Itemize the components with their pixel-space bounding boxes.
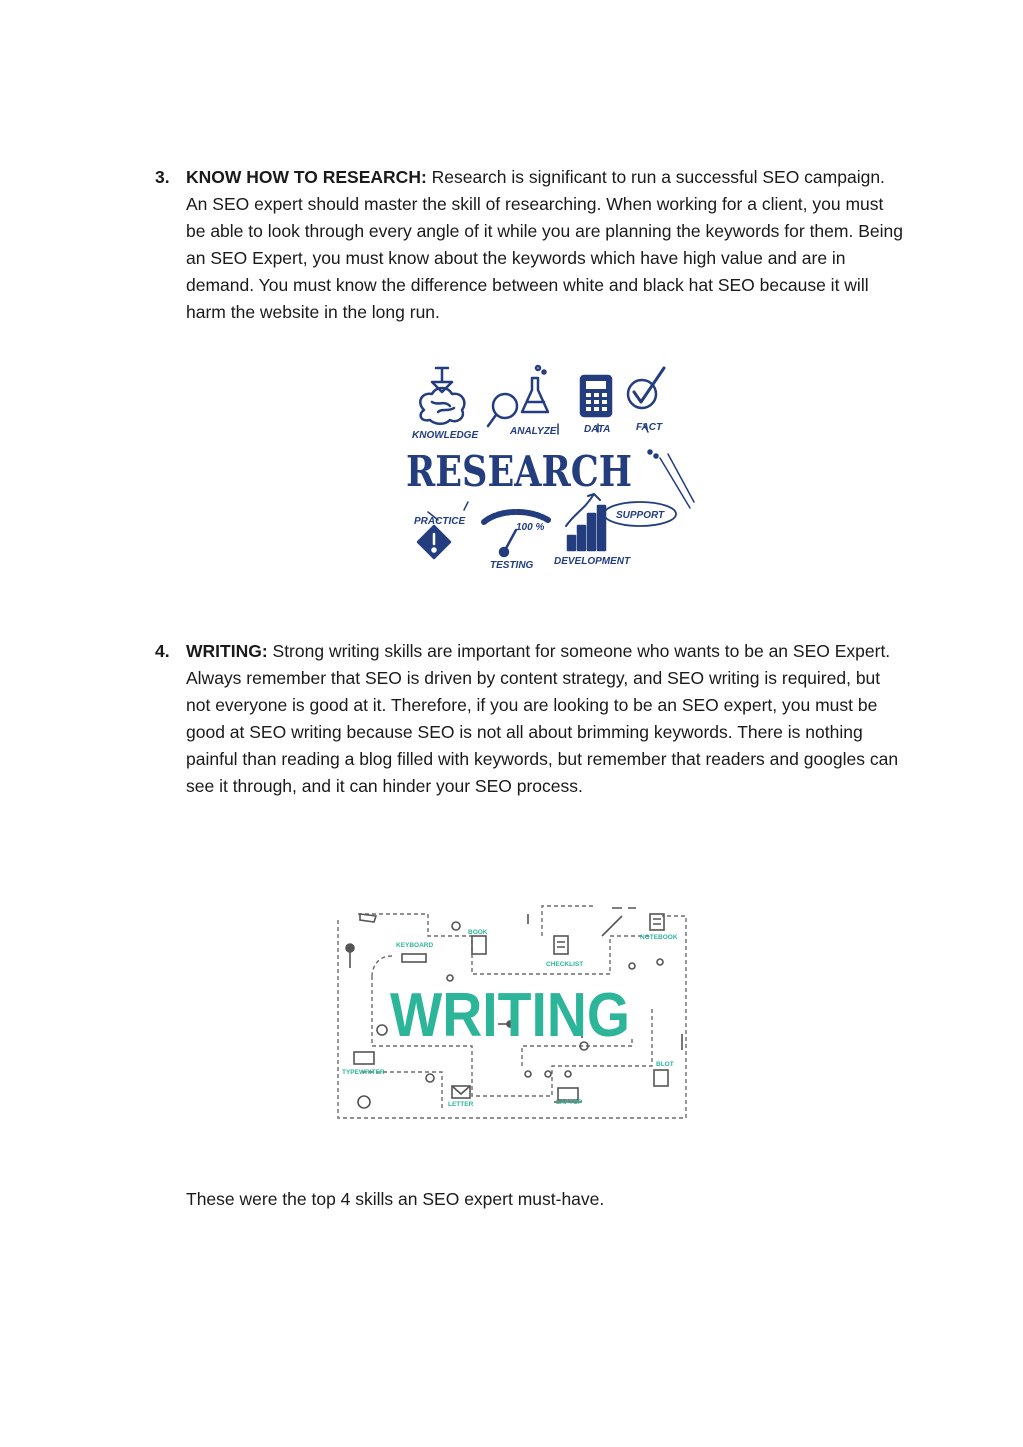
book-label: BOOK [468,929,488,936]
laptop-label: LAPTOP [556,1099,583,1106]
pin-icon [346,944,354,968]
notebook-icon [650,914,664,930]
warning-icon [418,526,450,558]
development-label: DEVELOPMENT [554,556,631,567]
book-icon [472,936,486,954]
item-lead: KNOW HOW TO RESEARCH: [186,167,427,187]
blot-icon [654,1070,668,1086]
item-body [186,164,906,326]
blot-label: BLOT [656,1061,674,1068]
list-item-writing [155,638,915,800]
percent-label: 100 % [516,522,545,533]
support-label: SUPPORT [616,510,665,521]
item-body [186,638,906,800]
closing-sentence: These were the top 4 skills an SEO expert must-have. [186,1189,605,1209]
writing-illustration [332,896,690,1128]
item-number: 3. [155,167,170,187]
notebook-label: NOTEBOOK [640,934,678,941]
gauge-icon [484,512,548,556]
testing-label: TESTING [490,560,534,571]
keyboard-label: KEYBOARD [396,942,434,949]
writing-headline: WRITING [390,981,630,1050]
magnifier-flask-icon [488,366,548,426]
checklist-icon [554,936,568,954]
typewriter-label: TYPEWRITER [342,1069,385,1076]
research-headline: RESEARCH [406,447,632,496]
bar-chart-icon [566,494,605,550]
calculator-icon [581,376,611,416]
check-circle-icon [628,368,664,408]
item-number: 4. [155,641,170,661]
typewriter-icon [354,1052,374,1064]
data-label: DATA [584,424,611,435]
letter-label: LETTER [448,1101,474,1108]
practice-label: PRACTICE [414,516,466,527]
item-text: Research is significant to run a successful SEO campaign. An SEO expert should master the skill of researching. When working for a client, you must be able to look through every angle of it while you are planning the keywords for them. Being an SEO Expert, you must know about the keywords which have high value and are in demand. You must know the difference between white and black hat SEO because it will harm the website in the long run. [186,167,903,322]
checklist-label: CHECKLIST [546,961,584,968]
item-lead: WRITING: [186,641,268,661]
item-text: Strong writing skills are important for someone who wants to be an SEO Expert. Always remember that SEO is driven by content strategy, and SEO writing is required, but not everyone is good at it. Therefore, if you are looking to be an SEO expert, you must be good at SEO writing because SEO is not all about brimming keywords. There is nothing painful than reading a blog filled with keywords, but remember that readers and googles can see it through, and it can hinder your SEO process. [186,641,899,796]
pen-icon [649,451,695,509]
keyboard-icon [402,954,426,962]
pencil-hand-icon [360,914,376,922]
letter-icon [452,1086,470,1098]
fact-label: FACT [636,422,663,433]
brain-icon [420,388,464,424]
analyze-label: ANALYZE [510,426,557,437]
list-item-research [155,164,915,326]
research-illustration [398,362,698,580]
knowledge-label: KNOWLEDGE [412,430,479,441]
